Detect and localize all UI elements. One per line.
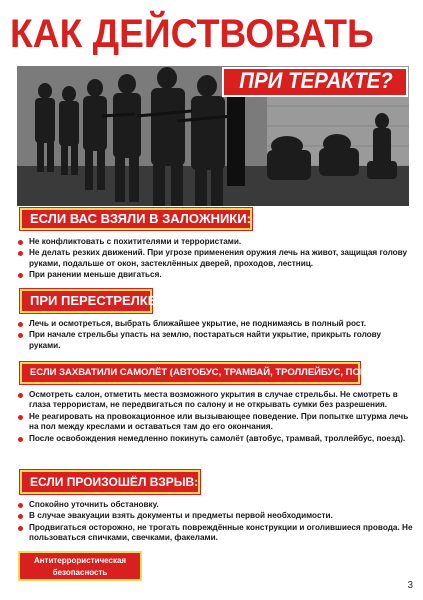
- page-number: 3: [407, 580, 413, 591]
- footer-line-2: безопасность: [52, 568, 108, 577]
- bullet-icon: [18, 415, 23, 420]
- page-title: КАК ДЕЙСТВОВАТЬ: [10, 12, 374, 56]
- bullet-icon: [18, 526, 23, 531]
- section-header-label: ЕСЛИ ПРОИЗОШЁЛ ВЗРЫВ:: [30, 475, 199, 489]
- bullet-icon: [18, 514, 23, 519]
- list-item: Продвигаться осторожно, не трогать повреждённые конструкции и оголившиеся провода. Не пользоваться спичками, свечками, факелами.: [18, 523, 413, 544]
- section-header-label: ПРИ ПЕРЕСТРЕЛКЕ:: [30, 293, 161, 308]
- list-item: При ранении меньше двигаться.: [18, 270, 413, 280]
- footer-line-1: Антитеррористическая: [33, 556, 127, 565]
- footer-badge: [18, 551, 142, 581]
- section-header-label: ЕСЛИ ЗАХВАТИЛИ САМОЛЁТ (АВТОБУС, ТРАМВАЙ, ТРОЛЛЕЙБУС, ПОЕЗД):: [30, 367, 386, 378]
- section-header-label: ЕСЛИ ВАС ВЗЯЛИ В ЗАЛОЖНИКИ:: [30, 211, 251, 226]
- list-explosion: [18, 500, 413, 545]
- list-item: Осмотреть салон, отметить места возможного укрытия в случае стрельбы. Не смотреть в глаза террористам, не передвигаться по салону и не открывать сумки без разрешения.: [18, 390, 413, 411]
- bullet-icon: [18, 393, 23, 398]
- list-item: В случае эвакуации взять документы и предметы первой необходимости.: [18, 511, 413, 521]
- bullet-icon: [18, 503, 23, 508]
- bullet-icon: [18, 240, 23, 245]
- list-item: После освобождения немедленно покинуть самолёт (автобус, трамвай, троллейбус, поезд).: [18, 434, 413, 444]
- bullet-icon: [18, 437, 23, 442]
- list-hijack: [18, 390, 413, 445]
- bullet-icon: [18, 273, 23, 278]
- section-header-explosion: [20, 470, 200, 494]
- section-header-shootout: [20, 289, 161, 313]
- list-item: При начале стрельбы упасть на землю, постараться найти укрытие, прикрыть голову руками.: [18, 330, 413, 351]
- page-subtitle: ПРИ ТЕРАКТЕ?: [239, 68, 393, 93]
- section-header-hostages: [20, 208, 252, 230]
- list-shootout: [18, 319, 413, 352]
- list-item: Не делать резких движений. При угрозе применения оружия лечь на живот, защищая голову руками, подальше от окон, застеклённых дверей, проходов, лестниц.: [18, 248, 413, 269]
- list-item: Лечь и осмотреться, выбрать ближайшее укрытие, не поднимаясь в полный рост.: [18, 319, 413, 329]
- list-item: Не реагировать на провокационное или вызывающее поведение. При попытке штурма лечь на пол между креслами и оставаться там до его окончания.: [18, 412, 413, 433]
- bullet-icon: [18, 322, 23, 327]
- list-item: Спокойно уточнить обстановку.: [18, 500, 413, 510]
- section-header-hijack: [20, 362, 386, 384]
- list-item: Не конфликтовать с похитителями и террористами.: [18, 237, 413, 247]
- list-hostages: [18, 237, 413, 282]
- bullet-icon: [18, 251, 23, 256]
- bullet-icon: [18, 333, 23, 338]
